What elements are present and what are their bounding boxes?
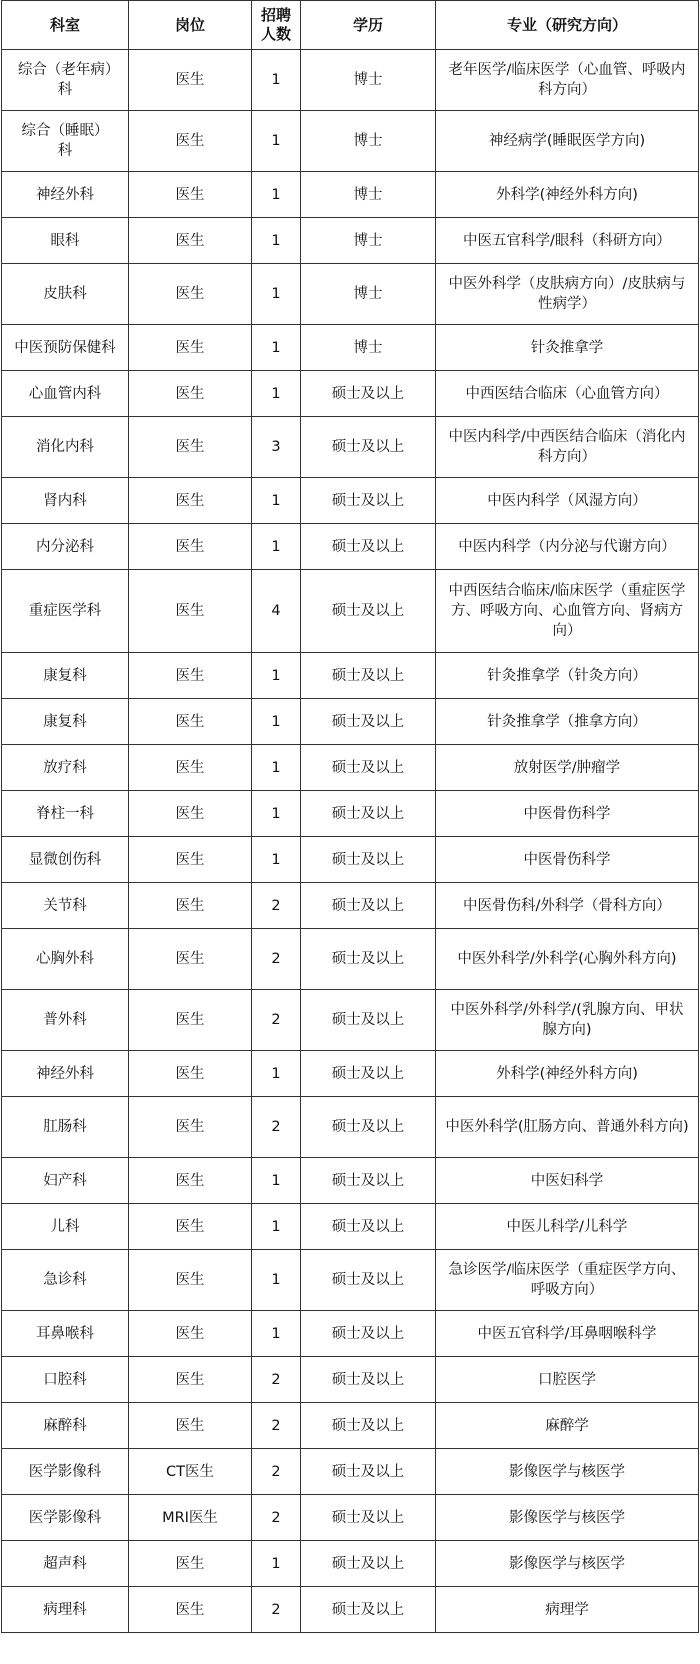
dept-cell: 口腔科 <box>2 1357 129 1403</box>
major-cell: 中医骨伤科学 <box>436 837 699 883</box>
major-cell: 外科学(神经外科方向) <box>436 1051 699 1097</box>
education-cell: 硕士及以上 <box>301 699 436 745</box>
count-cell: 2 <box>252 1449 301 1495</box>
table-row <box>2 1097 699 1158</box>
dept-cell: 神经外科 <box>2 1051 129 1097</box>
post-cell: 医生 <box>129 745 252 791</box>
education-cell: 硕士及以上 <box>301 1051 436 1097</box>
post-cell: 医生 <box>129 50 252 111</box>
dept-cell: 心血管内科 <box>2 371 129 417</box>
count-cell: 2 <box>252 1403 301 1449</box>
table-row <box>2 1158 699 1204</box>
major-cell: 针灸推拿学 <box>436 325 699 371</box>
count-cell: 1 <box>252 325 301 371</box>
post-cell: CT医生 <box>129 1449 252 1495</box>
post-cell: 医生 <box>129 699 252 745</box>
major-cell: 中医五官科学/耳鼻咽喉科学 <box>436 1311 699 1357</box>
table-row <box>2 1204 699 1250</box>
table-row <box>2 218 699 264</box>
count-cell: 1 <box>252 653 301 699</box>
major-cell: 中医内科学（内分泌与代谢方向） <box>436 524 699 570</box>
major-cell: 中医内科学（风湿方向） <box>436 478 699 524</box>
post-cell: 医生 <box>129 837 252 883</box>
dept-cell: 超声科 <box>2 1541 129 1587</box>
dept-cell: 儿科 <box>2 1204 129 1250</box>
major-cell: 中医外科学/外科学/(乳腺方向、甲状腺方向) <box>436 990 699 1051</box>
table-row <box>2 1541 699 1587</box>
major-cell: 中医儿科学/儿科学 <box>436 1204 699 1250</box>
count-cell: 1 <box>252 524 301 570</box>
count-cell: 1 <box>252 371 301 417</box>
post-cell: 医生 <box>129 1311 252 1357</box>
table-row <box>2 1250 699 1311</box>
dept-cell: 综合（老年病）科 <box>2 50 129 111</box>
dept-cell: 医学影像科 <box>2 1495 129 1541</box>
table-row <box>2 570 699 653</box>
major-cell: 病理学 <box>436 1587 699 1633</box>
major-cell: 中医妇科学 <box>436 1158 699 1204</box>
education-cell: 硕士及以上 <box>301 1158 436 1204</box>
post-cell: 医生 <box>129 570 252 653</box>
post-cell: 医生 <box>129 1403 252 1449</box>
major-cell: 中医内科学/中西医结合临床（消化内科方向） <box>436 417 699 478</box>
table-row <box>2 1587 699 1633</box>
dept-cell: 肛肠科 <box>2 1097 129 1158</box>
table-row <box>2 745 699 791</box>
table-row <box>2 417 699 478</box>
major-cell: 外科学(神经外科方向) <box>436 172 699 218</box>
education-cell: 硕士及以上 <box>301 1311 436 1357</box>
header-post: 岗位 <box>129 1 252 50</box>
education-cell: 硕士及以上 <box>301 837 436 883</box>
table-row <box>2 1449 699 1495</box>
education-cell: 博士 <box>301 264 436 325</box>
recruitment-table <box>1 0 699 1633</box>
post-cell: 医生 <box>129 990 252 1051</box>
count-cell: 4 <box>252 570 301 653</box>
post-cell: 医生 <box>129 417 252 478</box>
table-row <box>2 791 699 837</box>
dept-cell: 中医预防保健科 <box>2 325 129 371</box>
post-cell: 医生 <box>129 478 252 524</box>
count-cell: 1 <box>252 1311 301 1357</box>
dept-cell: 消化内科 <box>2 417 129 478</box>
post-cell: 医生 <box>129 172 252 218</box>
count-cell: 1 <box>252 699 301 745</box>
major-cell: 麻醉学 <box>436 1403 699 1449</box>
post-cell: 医生 <box>129 325 252 371</box>
table-row <box>2 50 699 111</box>
dept-cell: 眼科 <box>2 218 129 264</box>
dept-cell: 皮肤科 <box>2 264 129 325</box>
post-cell: 医生 <box>129 883 252 929</box>
post-cell: 医生 <box>129 524 252 570</box>
count-cell: 1 <box>252 1541 301 1587</box>
education-cell: 硕士及以上 <box>301 990 436 1051</box>
major-cell: 影像医学与核医学 <box>436 1449 699 1495</box>
post-cell: 医生 <box>129 111 252 172</box>
count-cell: 1 <box>252 1204 301 1250</box>
education-cell: 硕士及以上 <box>301 1403 436 1449</box>
post-cell: 医生 <box>129 1357 252 1403</box>
post-cell: 医生 <box>129 791 252 837</box>
table-row <box>2 524 699 570</box>
education-cell: 博士 <box>301 172 436 218</box>
dept-cell: 急诊科 <box>2 1250 129 1311</box>
major-cell: 口腔医学 <box>436 1357 699 1403</box>
count-cell: 1 <box>252 264 301 325</box>
header-row <box>2 1 699 50</box>
major-cell: 中医骨伤科/外科学（骨科方向） <box>436 883 699 929</box>
post-cell: 医生 <box>129 1250 252 1311</box>
education-cell: 硕士及以上 <box>301 1587 436 1633</box>
major-cell: 针灸推拿学（针灸方向） <box>436 653 699 699</box>
count-cell: 2 <box>252 1495 301 1541</box>
table-row <box>2 837 699 883</box>
count-cell: 2 <box>252 1097 301 1158</box>
count-cell: 2 <box>252 1357 301 1403</box>
count-cell: 2 <box>252 929 301 990</box>
post-cell: 医生 <box>129 371 252 417</box>
education-cell: 硕士及以上 <box>301 1250 436 1311</box>
dept-cell: 肾内科 <box>2 478 129 524</box>
education-cell: 博士 <box>301 50 436 111</box>
count-cell: 2 <box>252 1587 301 1633</box>
header-dept: 科室 <box>2 1 129 50</box>
major-cell: 老年医学/临床医学（心血管、呼吸内科方向） <box>436 50 699 111</box>
major-cell: 中医外科学（皮肤病方向）/皮肤病与性病学） <box>436 264 699 325</box>
count-cell: 1 <box>252 172 301 218</box>
count-cell: 1 <box>252 478 301 524</box>
post-cell: 医生 <box>129 653 252 699</box>
table-row <box>2 990 699 1051</box>
dept-cell: 放疗科 <box>2 745 129 791</box>
major-cell: 影像医学与核医学 <box>436 1495 699 1541</box>
table-row <box>2 1495 699 1541</box>
education-cell: 硕士及以上 <box>301 1204 436 1250</box>
post-cell: MRI医生 <box>129 1495 252 1541</box>
education-cell: 硕士及以上 <box>301 791 436 837</box>
count-cell: 1 <box>252 218 301 264</box>
dept-cell: 显微创伤科 <box>2 837 129 883</box>
post-cell: 医生 <box>129 1587 252 1633</box>
table-row <box>2 883 699 929</box>
count-cell: 1 <box>252 1158 301 1204</box>
education-cell: 硕士及以上 <box>301 570 436 653</box>
post-cell: 医生 <box>129 1204 252 1250</box>
count-cell: 3 <box>252 417 301 478</box>
major-cell: 中医外科学(肛肠方向、普通外科方向) <box>436 1097 699 1158</box>
table-row <box>2 478 699 524</box>
dept-cell: 耳鼻喉科 <box>2 1311 129 1357</box>
education-cell: 硕士及以上 <box>301 745 436 791</box>
education-cell: 硕士及以上 <box>301 1495 436 1541</box>
education-cell: 硕士及以上 <box>301 1541 436 1587</box>
post-cell: 医生 <box>129 264 252 325</box>
education-cell: 硕士及以上 <box>301 883 436 929</box>
header-education: 学历 <box>301 1 436 50</box>
education-cell: 硕士及以上 <box>301 478 436 524</box>
table-row <box>2 929 699 990</box>
table-row <box>2 653 699 699</box>
education-cell: 硕士及以上 <box>301 1357 436 1403</box>
education-cell: 博士 <box>301 218 436 264</box>
post-cell: 医生 <box>129 1097 252 1158</box>
table-row <box>2 111 699 172</box>
education-cell: 硕士及以上 <box>301 653 436 699</box>
dept-cell: 普外科 <box>2 990 129 1051</box>
dept-cell: 病理科 <box>2 1587 129 1633</box>
table-row <box>2 1051 699 1097</box>
dept-cell: 心胸外科 <box>2 929 129 990</box>
count-cell: 1 <box>252 1051 301 1097</box>
major-cell: 中西医结合临床（心血管方向） <box>436 371 699 417</box>
major-cell: 中医五官科学/眼科（科研方向） <box>436 218 699 264</box>
education-cell: 博士 <box>301 325 436 371</box>
major-cell: 急诊医学/临床医学（重症医学方向、呼吸方向） <box>436 1250 699 1311</box>
major-cell: 放射医学/肿瘤学 <box>436 745 699 791</box>
dept-cell: 综合（睡眠）科 <box>2 111 129 172</box>
major-cell: 中医外科学/外科学(心胸外科方向) <box>436 929 699 990</box>
major-cell: 中西医结合临床/临床医学（重症医学方、呼吸方向、心血管方向、肾病方向） <box>436 570 699 653</box>
dept-cell: 内分泌科 <box>2 524 129 570</box>
table-row <box>2 264 699 325</box>
dept-cell: 麻醉科 <box>2 1403 129 1449</box>
header-major: 专业（研究方向） <box>436 1 699 50</box>
education-cell: 博士 <box>301 111 436 172</box>
major-cell: 影像医学与核医学 <box>436 1541 699 1587</box>
count-cell: 1 <box>252 745 301 791</box>
post-cell: 医生 <box>129 1051 252 1097</box>
major-cell: 中医骨伤科学 <box>436 791 699 837</box>
dept-cell: 神经外科 <box>2 172 129 218</box>
header-count: 招聘人数 <box>252 1 301 50</box>
post-cell: 医生 <box>129 1541 252 1587</box>
dept-cell: 关节科 <box>2 883 129 929</box>
education-cell: 硕士及以上 <box>301 929 436 990</box>
education-cell: 硕士及以上 <box>301 1449 436 1495</box>
count-cell: 2 <box>252 990 301 1051</box>
count-cell: 1 <box>252 791 301 837</box>
dept-cell: 康复科 <box>2 699 129 745</box>
dept-cell: 妇产科 <box>2 1158 129 1204</box>
dept-cell: 脊柱一科 <box>2 791 129 837</box>
count-cell: 1 <box>252 111 301 172</box>
dept-cell: 重症医学科 <box>2 570 129 653</box>
education-cell: 硕士及以上 <box>301 1097 436 1158</box>
major-cell: 神经病学(睡眠医学方向) <box>436 111 699 172</box>
education-cell: 硕士及以上 <box>301 417 436 478</box>
post-cell: 医生 <box>129 1158 252 1204</box>
table-row <box>2 371 699 417</box>
count-cell: 1 <box>252 837 301 883</box>
count-cell: 1 <box>252 50 301 111</box>
education-cell: 硕士及以上 <box>301 371 436 417</box>
table-row <box>2 172 699 218</box>
table-row <box>2 325 699 371</box>
count-cell: 1 <box>252 1250 301 1311</box>
count-cell: 2 <box>252 883 301 929</box>
post-cell: 医生 <box>129 929 252 990</box>
dept-cell: 医学影像科 <box>2 1449 129 1495</box>
table-row <box>2 699 699 745</box>
table-row <box>2 1357 699 1403</box>
education-cell: 硕士及以上 <box>301 524 436 570</box>
post-cell: 医生 <box>129 218 252 264</box>
table-row <box>2 1311 699 1357</box>
table-row <box>2 1403 699 1449</box>
major-cell: 针灸推拿学（推拿方向） <box>436 699 699 745</box>
dept-cell: 康复科 <box>2 653 129 699</box>
